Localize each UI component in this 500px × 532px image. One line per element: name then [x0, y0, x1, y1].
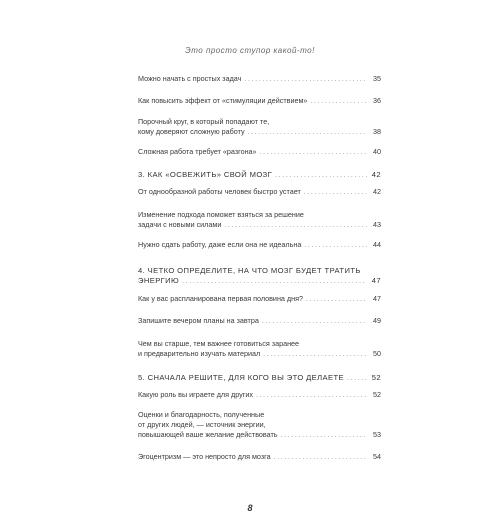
running-head: Это просто ступор какой-то!	[185, 46, 315, 55]
toc-entry	[138, 147, 381, 158]
toc-page-number: 53	[373, 430, 381, 439]
toc-page-number: 36	[373, 96, 381, 105]
toc-title: задачи с новыми силами	[138, 220, 222, 229]
toc-page-number: 50	[373, 349, 381, 358]
dot-leader	[304, 188, 367, 198]
toc-title: От однообразной работы человек быстро устает	[138, 187, 301, 196]
dot-leader	[248, 128, 367, 138]
toc-line	[138, 170, 381, 181]
dot-leader	[274, 453, 367, 463]
toc-line	[138, 339, 381, 349]
toc-page-number: 38	[373, 127, 381, 136]
toc-page-number: 52	[373, 390, 381, 399]
toc-line	[138, 349, 381, 360]
toc-line	[138, 147, 381, 158]
dot-leader	[275, 171, 367, 181]
dot-leader	[244, 75, 367, 85]
toc-title: от других людей, — источник энергии,	[138, 420, 266, 429]
dot-leader	[224, 221, 367, 231]
toc-entry	[138, 316, 381, 327]
toc-entry	[138, 452, 381, 463]
toc-title: Какую роль вы играете для других	[138, 390, 253, 399]
dot-leader	[310, 97, 367, 107]
toc-page-number: 43	[373, 220, 381, 229]
toc-line	[138, 373, 381, 384]
dot-leader	[304, 241, 367, 251]
dot-leader	[281, 431, 367, 441]
toc-line	[138, 390, 381, 401]
toc-title: Можно начать с простых задач	[138, 74, 242, 83]
toc-title: Запишите вечером планы на завтра	[138, 316, 259, 325]
toc-line	[138, 127, 381, 138]
toc-chapter	[138, 266, 381, 287]
dot-leader	[306, 295, 367, 305]
toc-line	[138, 266, 381, 276]
toc-entry	[138, 187, 381, 198]
toc-title: повышающей ваше желание действовать	[138, 430, 278, 439]
toc-line	[138, 220, 381, 231]
table-of-contents	[138, 0, 381, 532]
toc-chapter	[138, 373, 381, 384]
toc-page-number: 54	[373, 452, 381, 461]
toc-chapter	[138, 170, 381, 181]
toc-title: Эгоцентризм — это непросто для мозга	[138, 452, 271, 461]
toc-title: Сложная работа требует «разгона»	[138, 147, 257, 156]
toc-entry	[138, 210, 381, 231]
toc-page-number: 42	[371, 170, 381, 179]
toc-line	[138, 74, 381, 85]
toc-line	[138, 210, 381, 220]
toc-title: Нужно сдать работу, даже если она не идеальна	[138, 240, 302, 249]
toc-title: Как повысить эффект от «стимуляции действием»	[138, 96, 308, 105]
toc-title: 3. КАК «ОСВЕЖИТЬ» СВОЙ МОЗГ	[138, 170, 273, 179]
toc-title: 5. СНАЧАЛА РЕШИТЕ, ДЛЯ КОГО ВЫ ЭТО ДЕЛАЕТЕ	[138, 373, 344, 382]
toc-page-number: 49	[373, 316, 381, 325]
toc-entry	[138, 294, 381, 305]
dot-leader	[260, 148, 367, 158]
toc-line	[138, 420, 381, 430]
toc-page-number: 52	[371, 373, 381, 382]
toc-line	[138, 187, 381, 198]
toc-entry	[138, 410, 381, 441]
toc-page-number: 42	[373, 187, 381, 196]
toc-line	[138, 117, 381, 127]
toc-title: Изменение подхода поможет взяться за решение	[138, 210, 304, 219]
dot-leader	[182, 277, 367, 287]
toc-line	[138, 430, 381, 441]
toc-line	[138, 452, 381, 463]
toc-entry	[138, 390, 381, 401]
toc-entry	[138, 74, 381, 85]
toc-page-number: 35	[373, 74, 381, 83]
toc-line	[138, 96, 381, 107]
toc-title: Чем вы старше, тем важнее готовиться заранее	[138, 339, 300, 348]
toc-page-number: 40	[373, 147, 381, 156]
toc-title: ЭНЕРГИЮ	[138, 276, 180, 285]
toc-entry	[138, 240, 381, 251]
page-number: 8	[247, 503, 253, 513]
toc-title: кому доверяют сложную работу	[138, 127, 245, 136]
toc-line	[138, 276, 381, 287]
toc-entry	[138, 117, 381, 138]
toc-title: и предварительно изучать материал	[138, 349, 261, 358]
toc-page-number: 44	[373, 240, 381, 249]
toc-title: 4. ЧЕТКО ОПРЕДЕЛИТЕ, НА ЧТО МОЗГ БУДЕТ ТРАТИТЬ	[138, 266, 361, 275]
toc-page-number: 47	[373, 294, 381, 303]
dot-leader	[262, 317, 367, 327]
toc-line	[138, 240, 381, 251]
toc-title: Порочный круг, в который попадают те,	[138, 117, 270, 126]
toc-title: Оценки и благодарность, полученные	[138, 410, 265, 419]
dot-leader	[263, 350, 367, 360]
toc-line	[138, 410, 381, 420]
toc-title: Как у вас распланирована первая половина дня?	[138, 294, 303, 303]
toc-line	[138, 294, 381, 305]
dot-leader	[256, 391, 367, 401]
toc-entry	[138, 96, 381, 107]
toc-page-number: 47	[371, 276, 381, 285]
dot-leader	[347, 374, 367, 384]
toc-line	[138, 316, 381, 327]
toc-entry	[138, 339, 381, 360]
